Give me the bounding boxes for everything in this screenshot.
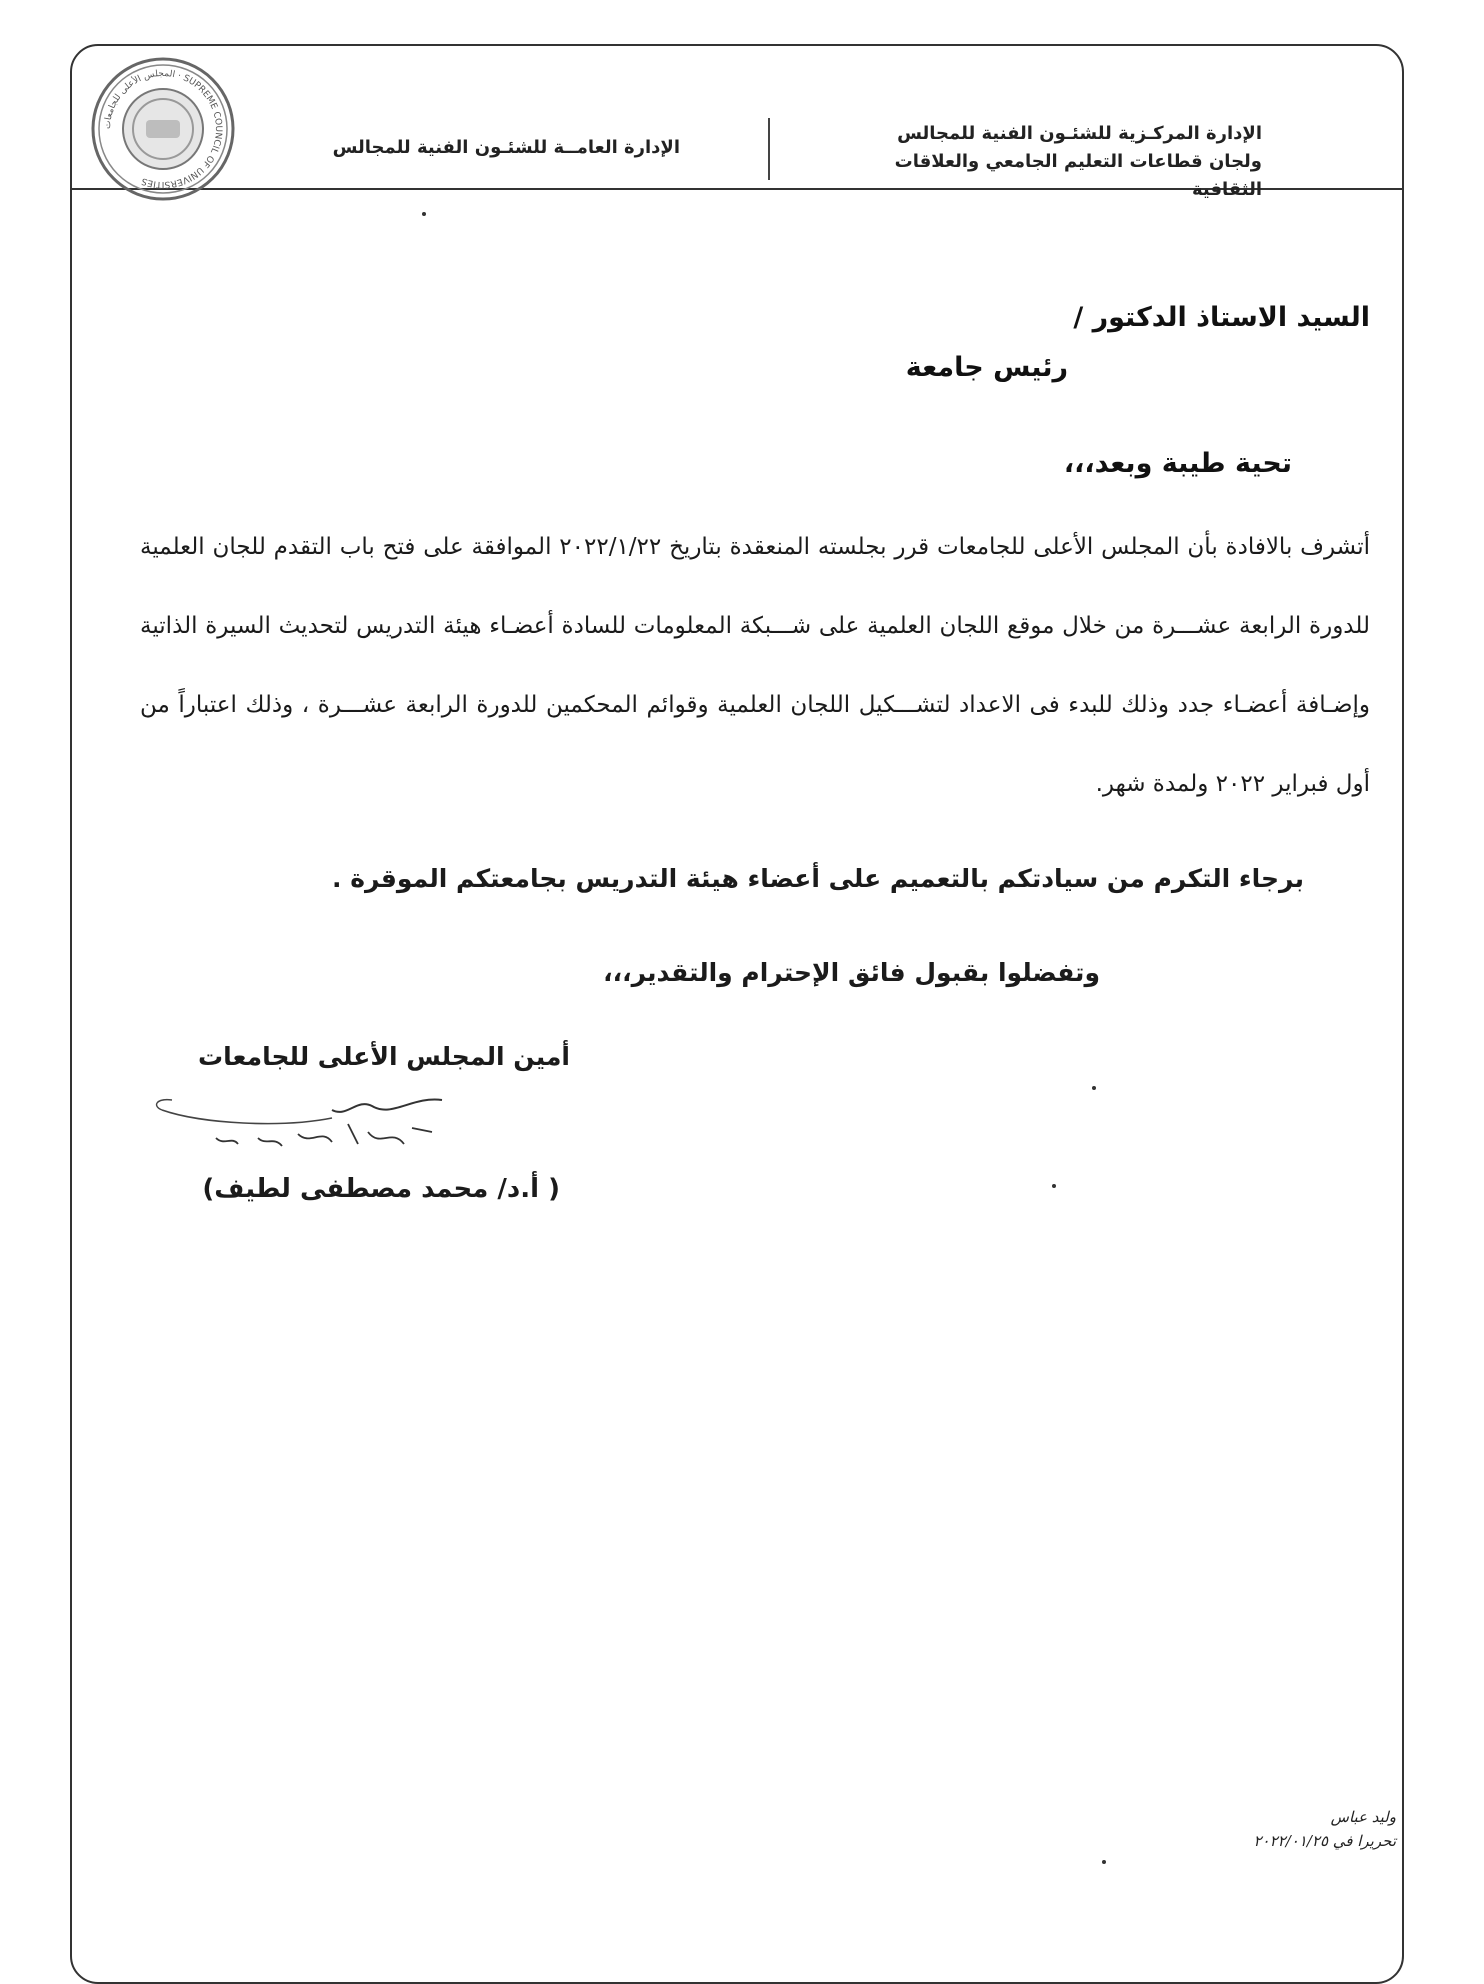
scan-speck — [1052, 1184, 1056, 1188]
header-central-administration — [842, 120, 1262, 204]
signatory-title: أمين المجلس الأعلى للجامعات — [198, 1042, 570, 1071]
draft-date: تحريرا في ٢٠٢٢/٠١/٢٥ — [1253, 1832, 1396, 1850]
letter-request: برجاء التكرم من سيادتكم بالتعميم على أعضاء هيئة التدريس بجامعتكم الموقرة . — [332, 864, 1304, 893]
signatory-name: ( أ.د/ محمد مصطفى لطيف) — [202, 1174, 560, 1204]
header-right-line1: الإدارة المركـزية للشئـون الفنية للمجالس — [897, 123, 1262, 144]
recipient-role: رئيس جامعة — [905, 352, 1068, 383]
scan-speck — [1092, 1086, 1096, 1090]
header-left-line1: الإدارة العامــة للشئـون الفنية للمجالس — [332, 137, 680, 158]
header-divider — [768, 118, 770, 180]
page-border — [70, 44, 1404, 1984]
svg-text:المجلس الأعلى للجامعات · SUPRE: المجلس الأعلى للجامعات · SUPREME COUNCIL OF UNIVERSITIES — [102, 68, 224, 190]
council-seal-logo — [88, 54, 238, 204]
scan-speck — [422, 212, 426, 216]
scan-speck — [1102, 1860, 1106, 1864]
header-general-administration — [280, 134, 680, 162]
handwritten-signature — [142, 1088, 472, 1168]
letter-closing: وتفضلوا بقبول فائق الإحترام والتقدير،،، — [603, 958, 1100, 987]
header-right-line2: ولجان قطاعات التعليم الجامعي والعلاقات الثقافية — [894, 151, 1262, 200]
greeting: تحية طيبة وبعد،،، — [1063, 448, 1292, 479]
drafter-name: وليد عباس — [1330, 1808, 1396, 1826]
recipient-title: السيد الاستاذ الدكتور / — [1073, 302, 1370, 333]
letter-body: أتشرف بالافادة بأن المجلس الأعلى للجامعات قرر بجلسته المنعقدة بتاريخ ٢٠٢٢/١/٢٢ الموافقة على فتح باب التقدم للجان العلمية للدورة الرابعة عشـــرة من خلال موقع اللجان العلمية على شـــبكة المعلومات للسادة أعضـاء هيئة التدريس لتحديث السيرة الذاتية وإضـافة أعضـاء جدد وذلك للبدء فى الاعداد لتشـــكيل اللجان العلمية وقوائم المحكمين للدورة الرابعة عشـــرة ، وذلك اعتباراً من أول فبراير ٢٠٢٢ ولمدة شهر. — [140, 534, 1370, 797]
